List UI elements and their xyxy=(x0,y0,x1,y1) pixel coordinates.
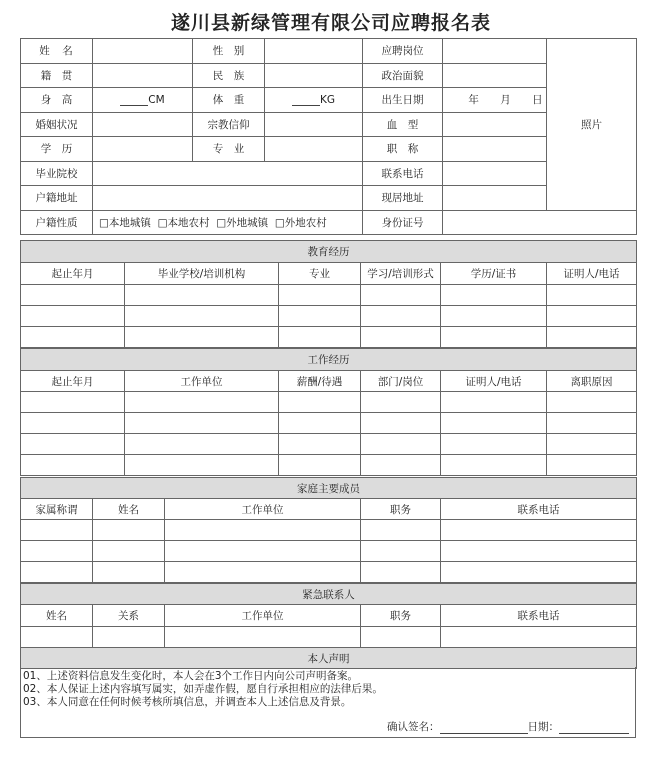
edu-header-degree: 学历/证书 xyxy=(441,263,547,285)
table-row xyxy=(21,541,637,562)
input-gender[interactable] xyxy=(265,39,363,64)
edu-header-form: 学习/培训形式 xyxy=(361,263,441,285)
section-emergency: 紧急联系人 xyxy=(21,584,637,605)
emergency-header-relation: 关系 xyxy=(93,605,165,627)
label-major: 专 业 xyxy=(193,137,265,162)
work-header-period: 起止年月 xyxy=(21,371,125,392)
label-ethnicity: 民 族 xyxy=(193,63,265,88)
label-weight: 体 重 xyxy=(193,88,265,113)
input-political-status[interactable] xyxy=(443,63,547,88)
label-id-number: 身份证号 xyxy=(363,210,443,235)
edu-header-period: 起止年月 xyxy=(21,263,125,285)
edu-header-major: 专业 xyxy=(279,263,361,285)
label-school: 毕业院校 xyxy=(21,161,93,186)
input-position-applied[interactable] xyxy=(443,39,547,64)
emergency-header-employer: 工作单位 xyxy=(165,605,361,627)
height-unit: CM xyxy=(148,93,165,106)
sign-label: 确认签名： xyxy=(387,721,440,733)
declaration-line-3: 03、本人同意在任何时候考核所填信息，并调查本人上述信息及背景。 xyxy=(23,696,352,708)
input-id-number[interactable] xyxy=(443,210,637,235)
input-birth-date[interactable] xyxy=(443,88,547,113)
basic-info-table xyxy=(20,38,637,235)
declaration-box xyxy=(20,667,636,738)
label-name: 姓 名 xyxy=(21,39,93,64)
date-label: 日期： xyxy=(527,721,559,733)
work-table xyxy=(20,348,637,476)
hukou-option-local-urban[interactable]: □本地城镇 xyxy=(99,216,151,229)
photo-label: 照片 xyxy=(581,118,602,131)
month-label: 月 xyxy=(500,94,511,107)
input-hukou-addr[interactable] xyxy=(93,186,363,211)
input-current-addr[interactable] xyxy=(443,186,547,211)
work-header-position: 部门/岗位 xyxy=(361,371,441,392)
work-header-reference: 证明人/电话 xyxy=(441,371,547,392)
declaration-line-1: 01、上述资料信息发生变化时，本人会在3个工作日内向公司声明备案。 xyxy=(23,670,359,682)
hukou-option-other-urban[interactable]: □外地城镇 xyxy=(216,216,269,229)
label-phone: 联系电话 xyxy=(363,161,443,186)
family-header-phone: 联系电话 xyxy=(441,499,637,520)
family-table xyxy=(20,477,637,583)
table-row xyxy=(21,562,637,583)
table-row xyxy=(21,392,637,413)
label-religion: 宗教信仰 xyxy=(193,112,265,137)
section-work: 工作经历 xyxy=(21,349,637,371)
label-position-applied: 应聘岗位 xyxy=(363,39,443,64)
label-title-rank: 职 称 xyxy=(363,137,443,162)
work-header-salary: 薪酬/待遇 xyxy=(279,371,361,392)
label-political-status: 政治面貌 xyxy=(363,63,443,88)
label-height: 身 高 xyxy=(21,88,93,113)
input-ethnicity[interactable] xyxy=(265,63,363,88)
year-label: 年 xyxy=(468,94,479,107)
section-family: 家庭主要成员 xyxy=(21,478,637,499)
input-weight[interactable] xyxy=(265,88,363,113)
family-header-employer: 工作单位 xyxy=(165,499,361,520)
label-current-addr: 现居地址 xyxy=(363,186,443,211)
table-row xyxy=(21,455,637,476)
signature-field[interactable] xyxy=(440,723,528,734)
form-title: 遂川县新绿管理有限公司应聘报名表 xyxy=(170,12,491,34)
emergency-table xyxy=(20,583,637,669)
photo-box[interactable] xyxy=(547,39,637,211)
weight-unit: KG xyxy=(319,93,336,106)
family-header-duty: 职务 xyxy=(361,499,441,520)
input-religion[interactable] xyxy=(265,112,363,137)
day-label: 日 xyxy=(532,94,543,107)
table-row xyxy=(21,327,637,348)
hukou-type-options xyxy=(93,210,363,235)
signature-area xyxy=(387,719,629,734)
emergency-header-name: 姓名 xyxy=(21,605,93,627)
input-phone[interactable] xyxy=(443,161,547,186)
hukou-option-local-rural[interactable]: □本地农村 xyxy=(157,216,210,229)
label-hukou-type: 户籍性质 xyxy=(21,210,93,235)
work-header-reason: 离职原因 xyxy=(547,371,637,392)
education-table xyxy=(20,240,637,348)
input-blood-type[interactable] xyxy=(443,112,547,137)
edu-header-reference: 证明人/电话 xyxy=(547,263,637,285)
input-name[interactable] xyxy=(93,39,193,64)
label-education: 学 历 xyxy=(21,137,93,162)
label-marital: 婚姻状况 xyxy=(21,112,93,137)
table-row xyxy=(21,413,637,434)
table-row xyxy=(21,434,637,455)
table-row xyxy=(21,285,637,306)
edu-header-school: 毕业学校/培训机构 xyxy=(125,263,279,285)
family-header-name: 姓名 xyxy=(93,499,165,520)
label-hukou-addr: 户籍地址 xyxy=(21,186,93,211)
label-birth-date: 出生日期 xyxy=(363,88,443,113)
input-education[interactable] xyxy=(93,137,193,162)
table-row xyxy=(21,306,637,327)
label-blood-type: 血 型 xyxy=(363,112,443,137)
emergency-header-duty: 职务 xyxy=(361,605,441,627)
input-major[interactable] xyxy=(265,137,363,162)
input-marital[interactable] xyxy=(93,112,193,137)
table-row xyxy=(21,520,637,541)
declaration-line-2: 02、本人保证上述内容填写属实，如弄虚作假，愿自行承担相应的法律后果。 xyxy=(23,683,383,695)
family-header-relation: 家属称谓 xyxy=(21,499,93,520)
section-declaration: 本人声明 xyxy=(21,648,637,669)
hukou-option-other-rural[interactable]: □外地农村 xyxy=(274,216,327,229)
section-education: 教育经历 xyxy=(21,241,637,263)
emergency-header-phone: 联系电话 xyxy=(441,605,637,627)
label-gender: 性 别 xyxy=(193,39,265,64)
input-height[interactable] xyxy=(93,88,193,113)
work-header-employer: 工作单位 xyxy=(125,371,279,392)
table-row xyxy=(21,627,637,648)
date-field[interactable] xyxy=(559,723,629,734)
input-native-place[interactable] xyxy=(93,63,193,88)
input-title-rank[interactable] xyxy=(443,137,547,162)
input-school[interactable] xyxy=(93,161,363,186)
label-native-place: 籍 贯 xyxy=(21,63,93,88)
